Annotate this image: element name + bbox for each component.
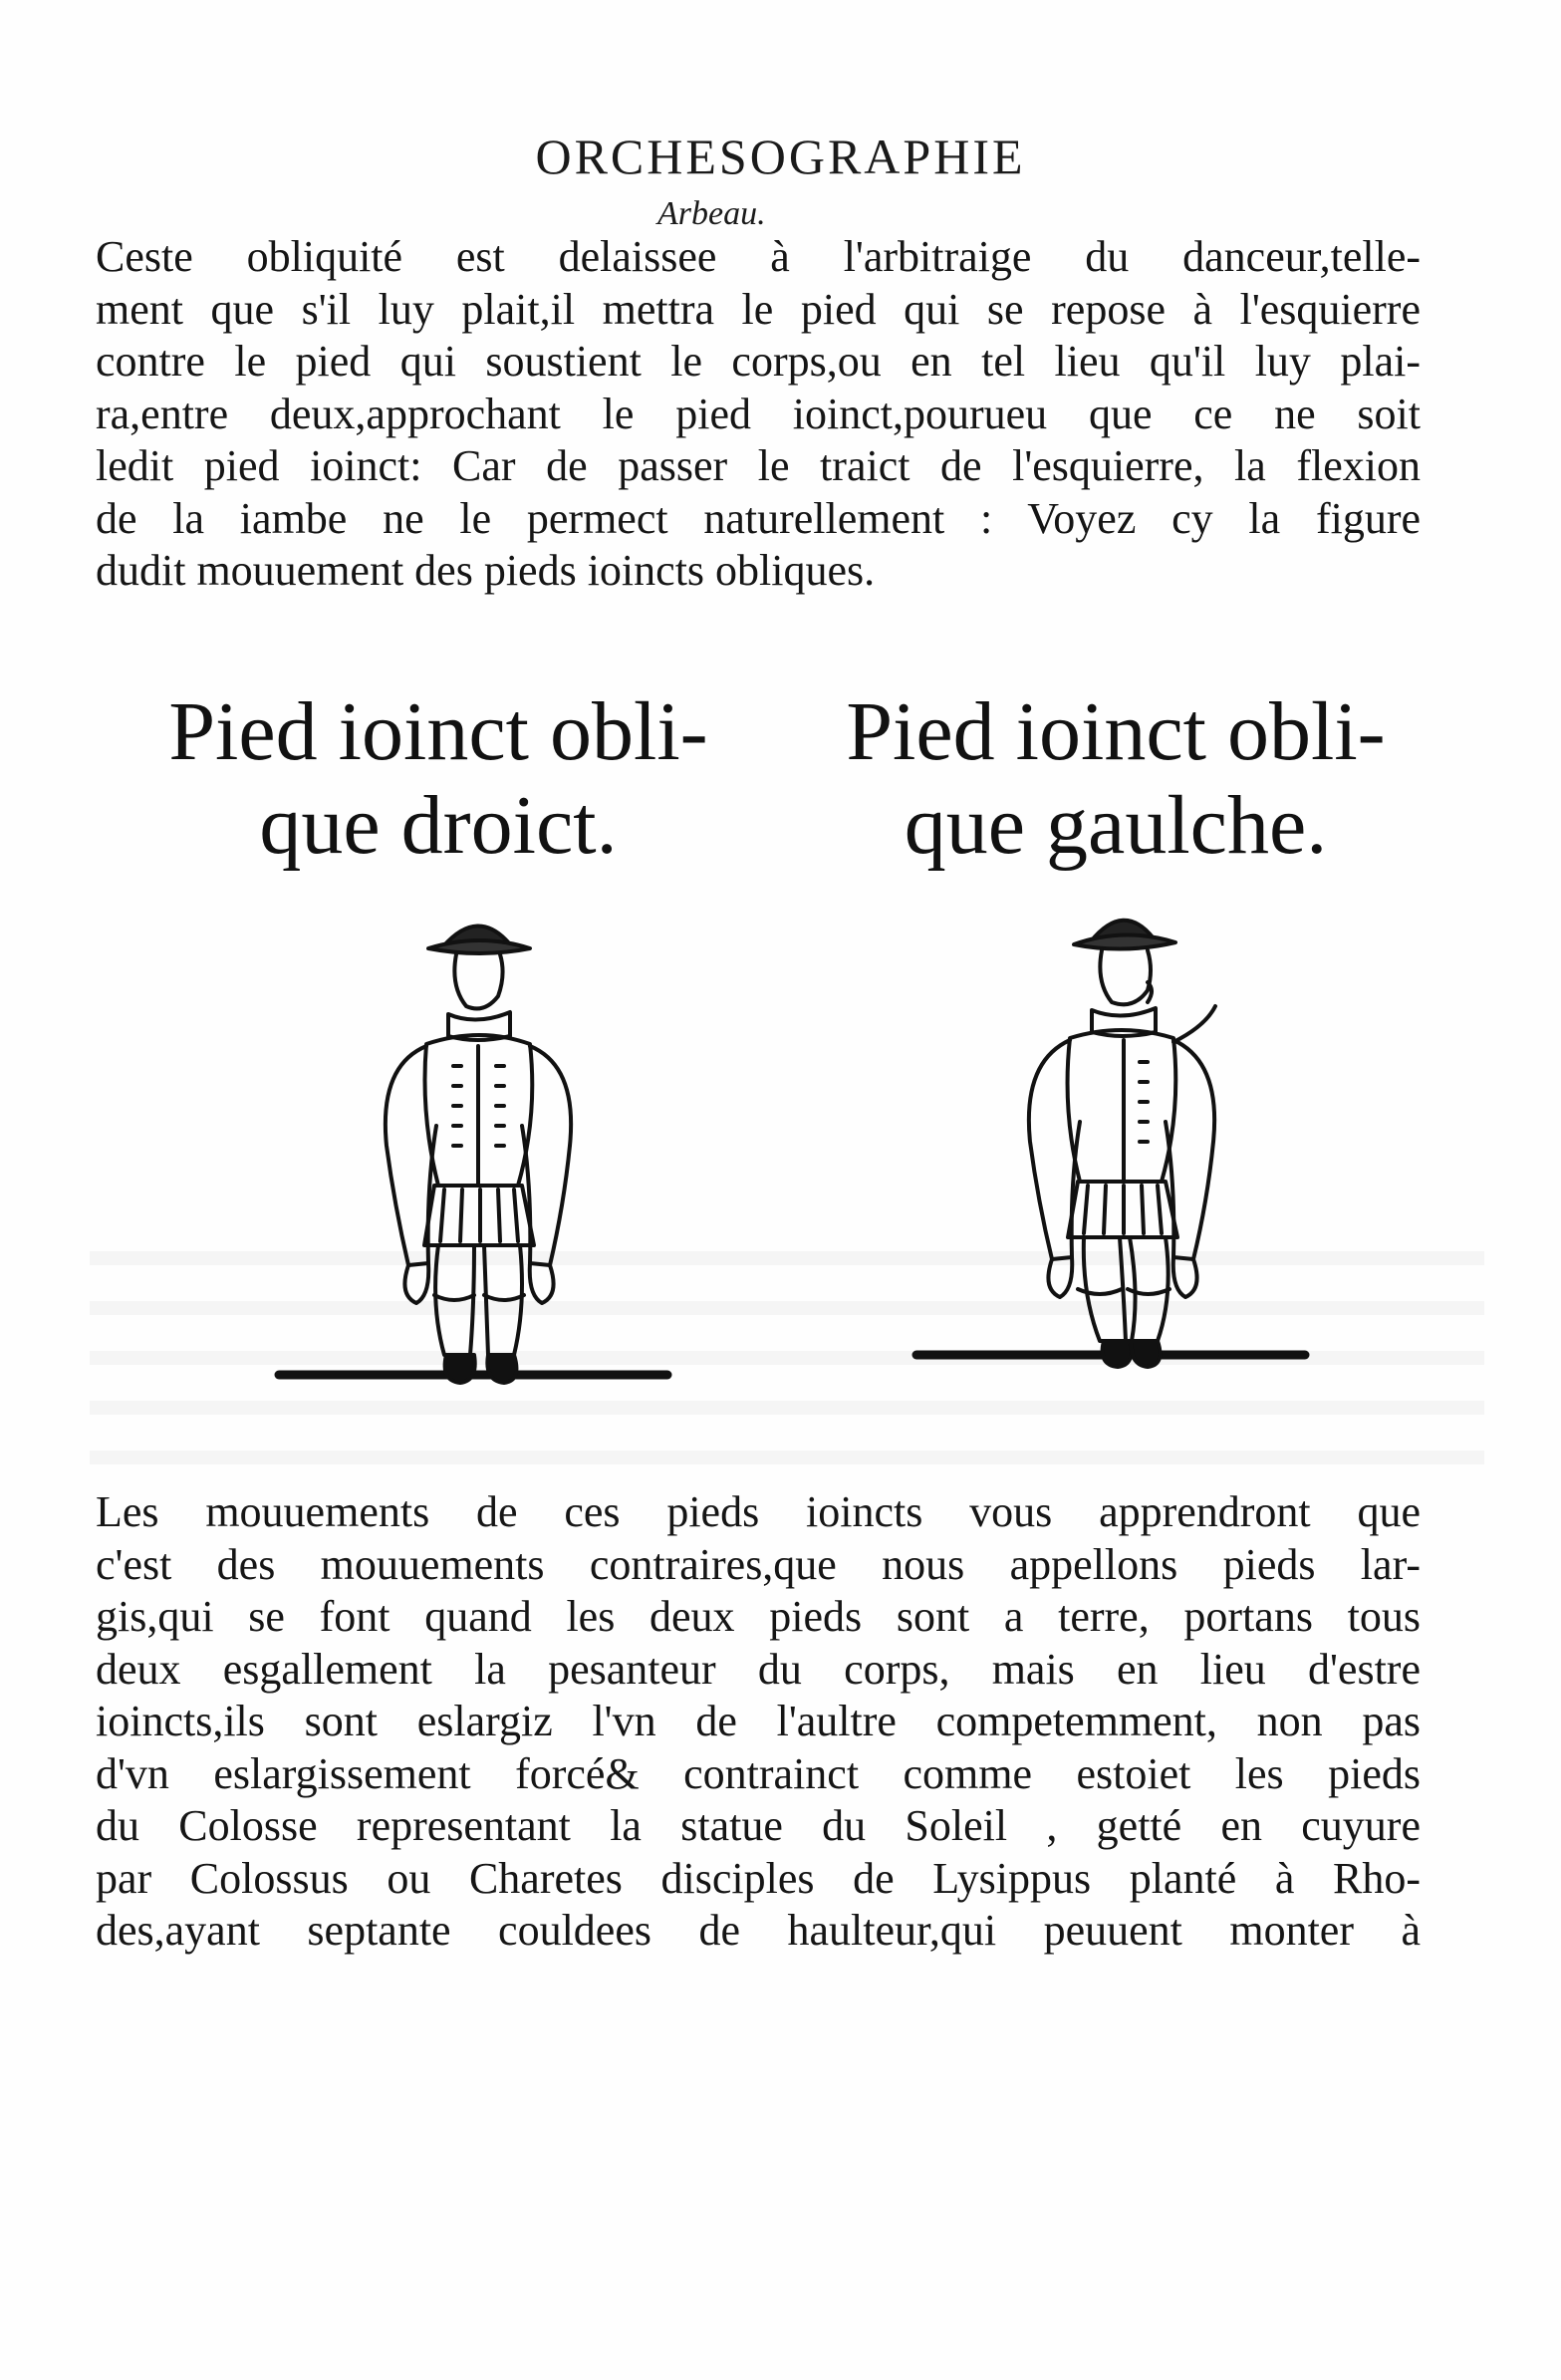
caption-line: Pied ioinct obli- [846, 685, 1386, 778]
text-line: de la iambe ne le permect naturellement : Voyez cy la figure [96, 493, 1421, 543]
figure-caption-left [120, 685, 757, 873]
caption-line: Pied ioinct obli- [168, 685, 708, 778]
dancer-right-oblique-illustration [249, 887, 707, 1464]
dancer-woodcut-left [249, 887, 707, 1464]
caption-line: que droict. [259, 779, 618, 872]
text-line: ra,entre deux,approchant le pied ioinct,pourueu que ce ne soit [96, 389, 1421, 438]
text-line: deux esgallement la pesanteur du corps, mais en lieu d'estre [96, 1644, 1421, 1694]
text-line: d'vn eslargissement forcé& contrainct comme estoiet les pieds [96, 1748, 1421, 1798]
text-line: Ceste obliquité est delaissee à l'arbitraige du danceur,telle- [96, 232, 1421, 281]
text-line: contre le pied qui soustient le corps,ou en tel lieu qu'il luy plai- [96, 337, 1421, 386]
text-line: ioincts,ils sont eslargiz l'vn de l'aultre competemment, non pas [96, 1697, 1421, 1745]
text-line: ment que s'il luy plait,il mettra le pied qui se repose à l'esquierre [96, 284, 1421, 334]
text-line: des,ayant septante couldees de haulteur,qui peuuent monter à [96, 1906, 1421, 1955]
text-line: par Colossus ou Charetes disciples de Lysippus planté à Rho- [96, 1853, 1421, 1903]
author-name: Arbeau. [657, 195, 766, 232]
paragraph-1 [96, 231, 1421, 598]
dancer-woodcut-right [887, 887, 1345, 1464]
text-line: c'est des mouuements contraires,que nous appellons pieds lar- [96, 1539, 1421, 1589]
text-line: Les mouuements de ces pieds ioincts vous apprendront que [96, 1487, 1421, 1536]
dancer-left-oblique-illustration [887, 887, 1345, 1464]
text-line: ledit pied ioinct: Car de passer le traict de l'esquierre, la flexion [96, 441, 1421, 490]
caption-line: que gaulche. [904, 779, 1328, 872]
paragraph-2 [96, 1486, 1421, 1958]
text-line: dudit mouuement des pieds ioincts obliques. [96, 546, 876, 595]
figure-caption-right [797, 685, 1434, 873]
running-title: ORCHESOGRAPHIE [535, 129, 1026, 184]
text-line: du Colosse representant la statue du Soleil , getté en cuyure [96, 1801, 1421, 1850]
text-line: gis,qui se font quand les deux pieds sont a terre, portans tous [96, 1592, 1421, 1641]
